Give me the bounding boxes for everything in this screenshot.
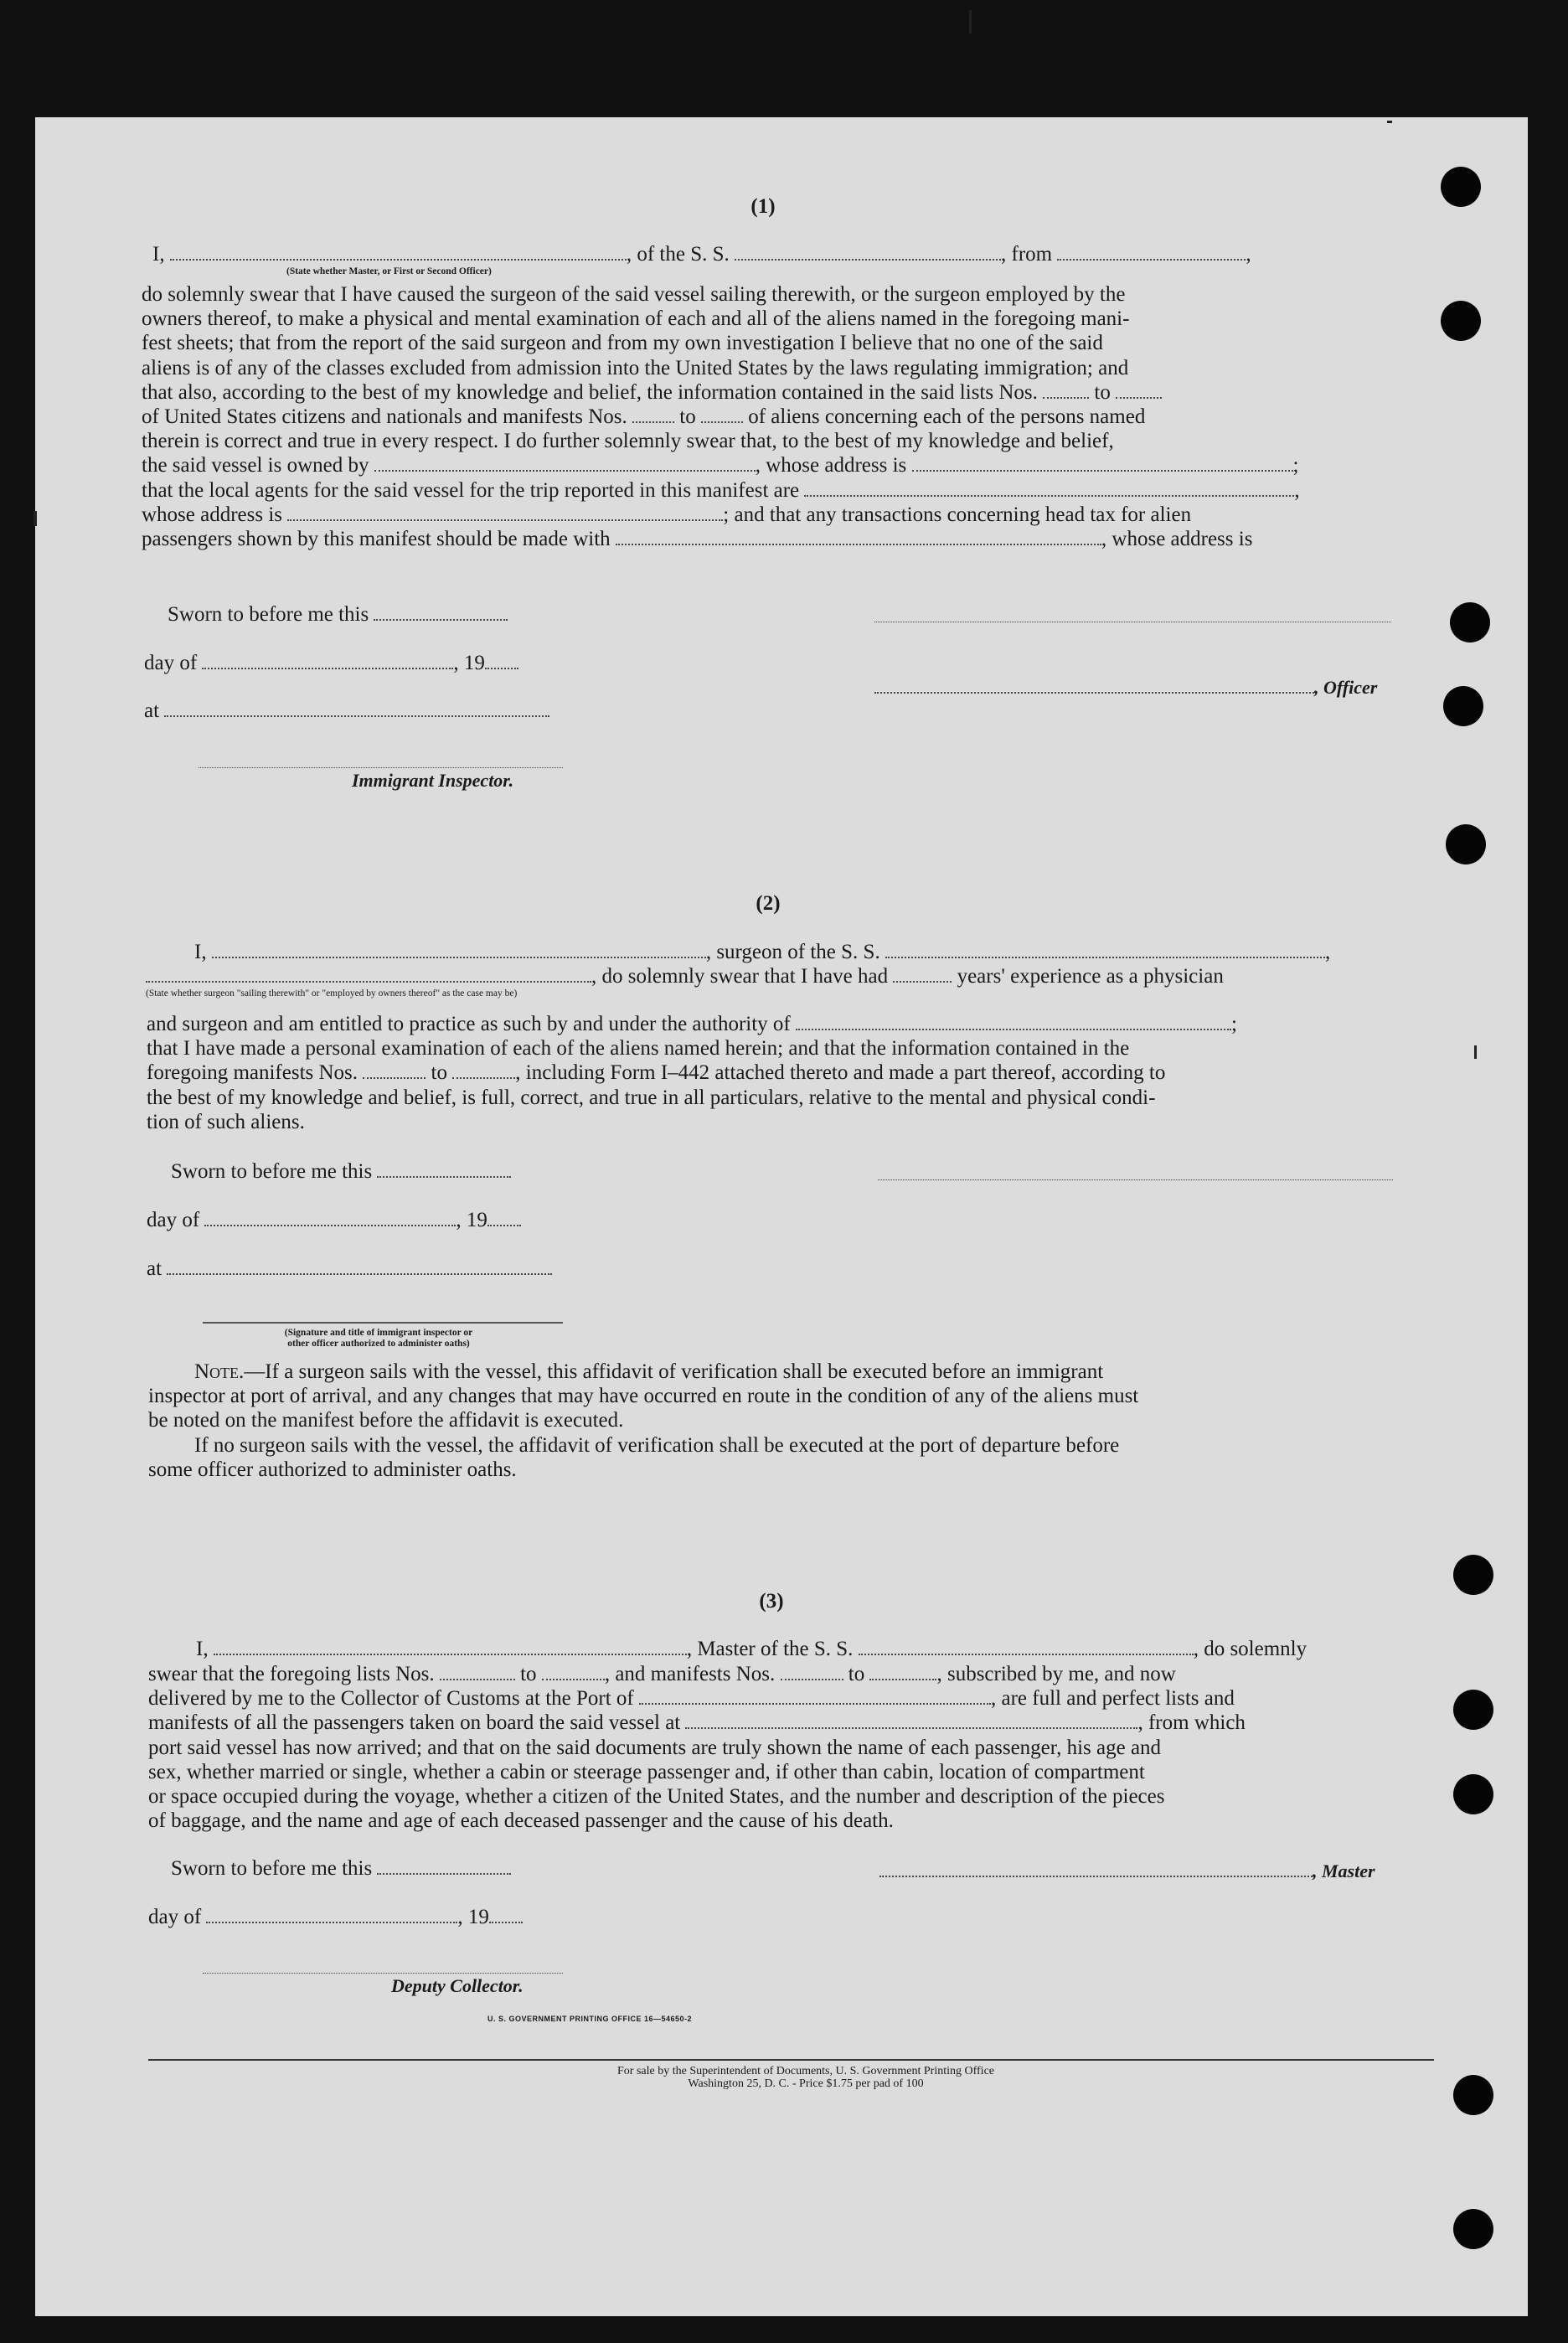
- year-field-2[interactable]: [487, 1210, 521, 1226]
- agents-address-line: whose address is ; and that any transactions concerning head tax for alien: [142, 503, 1192, 526]
- surgeon-signature-line: [878, 1179, 1393, 1180]
- sworn-row-2: Sworn to before me this: [171, 1160, 511, 1184]
- body-line: that I have made a personal examination of each of the aliens named herein; and that the information contained in the: [147, 1037, 1130, 1061]
- at-row-2: at: [147, 1257, 552, 1281]
- head-tax-contact-field[interactable]: [616, 529, 1101, 545]
- manifests-line: of United States citizens and nationals and manifests Nos. to of aliens concerning each of the persons named: [142, 405, 1146, 429]
- footer-rule: [148, 2059, 1434, 2061]
- officer-signature-field[interactable]: [874, 677, 1314, 694]
- years-experience-field[interactable]: [893, 966, 952, 983]
- sworn-day-field-3[interactable]: [377, 1858, 511, 1875]
- i-label: I,: [152, 243, 165, 266]
- section-3-heading: (3): [759, 1590, 784, 1613]
- lists-to-field[interactable]: [1116, 382, 1162, 399]
- day-of-row-2: day of , 19: [147, 1209, 521, 1232]
- day-of-row-1: day of , 19: [144, 652, 518, 675]
- lists-to-field-3[interactable]: [542, 1664, 605, 1680]
- master-name-field[interactable]: [214, 1639, 687, 1655]
- deputy-collector-label: Deputy Collector.: [391, 1975, 524, 1996]
- form-page: [35, 117, 1528, 2316]
- section-3-body: [148, 1662, 1434, 1833]
- manifests-to-field[interactable]: [701, 406, 743, 423]
- signature-note: (Signature and title of immigrant inspector or other officer authorized to administer oaths): [284, 1328, 473, 1349]
- boarding-port-line: manifests of all the passengers taken on board the said vessel at , from which: [148, 1711, 1246, 1735]
- inspector-signature-line: [199, 767, 563, 768]
- sworn-day-field-2[interactable]: [377, 1161, 511, 1178]
- section-2-line-1: I, , surgeon of the S. S. ,: [194, 941, 1331, 963]
- from-label: , from: [1001, 243, 1053, 266]
- owner-field[interactable]: [374, 455, 756, 472]
- body-line: owners thereof, to make a physical and mental examination of each and all of the aliens named in the foregoing mani-: [142, 307, 1130, 331]
- authority-line: and surgeon and am entitled to practice as such by and under the authority of ;: [147, 1013, 1237, 1035]
- punch-hole: [1453, 1690, 1493, 1730]
- body-line: aliens is of any of the classes excluded from admission into the United States by the laws regulating immigration; and: [142, 356, 1129, 379]
- scan-mark: [34, 511, 37, 526]
- sworn-day-field[interactable]: [374, 604, 508, 621]
- boarding-port-field[interactable]: [685, 1712, 1137, 1729]
- manifests-to-field-2[interactable]: [452, 1062, 515, 1079]
- punch-hole: [1441, 301, 1481, 341]
- lists-line-3: swear that the foregoing lists Nos. to , and manifests Nos. to , subscribed by me, and now: [148, 1663, 1176, 1685]
- master-signature-row: , Master: [879, 1860, 1375, 1883]
- manifests-from-field-2[interactable]: [363, 1062, 426, 1079]
- manifests-line-2: foregoing manifests Nos. to , including Form I–442 attached thereto and made a part thereof, according to: [147, 1061, 1166, 1085]
- punch-hole: [1453, 2075, 1493, 2115]
- at-place-field-2[interactable]: [167, 1258, 552, 1275]
- manifests-to-field-3[interactable]: [869, 1664, 936, 1680]
- owner-address-field[interactable]: [912, 455, 1293, 472]
- port-line: delivered by me to the Collector of Customs at the Port of , are full and perfect lists and: [148, 1687, 1235, 1711]
- body-line: the best of my knowledge and belief, is full, correct, and true in all particulars, relative to the mental and physical condi-: [147, 1086, 1156, 1109]
- body-line: tion of such aliens.: [147, 1110, 305, 1133]
- month-field-3[interactable]: [206, 1907, 457, 1923]
- at-place-field[interactable]: [164, 700, 549, 717]
- day-of-row-3: day of , 19: [148, 1906, 523, 1929]
- comma: ,: [1246, 243, 1251, 266]
- from-port-field[interactable]: [1057, 244, 1246, 261]
- body-line: do solemnly swear that I have caused the surgeon of the said vessel sailing therewith, or the surgeon employed by the: [142, 283, 1126, 306]
- lists-from-field-3[interactable]: [440, 1664, 515, 1680]
- printing-office-line: U. S. GOVERNMENT PRINTING OFFICE 16—54650-2: [487, 2015, 693, 2023]
- scan-mark: [969, 10, 972, 34]
- year-field[interactable]: [485, 653, 518, 669]
- note-paragraph: Note.—If a surgeon sails with the vessel, this affidavit of verification shall be executed before an immigrant inspector at port of arrival, and any changes that may have occurred en route in the condition of any of the aliens must be noted on the manifest before the affidavit is executed. If no surgeon sails with the vessel, the affidavit of verification shall be executed at the port of departure before some officer authorized to administer oaths.: [148, 1360, 1139, 1481]
- manifests-from-field[interactable]: [632, 406, 674, 423]
- agents-field[interactable]: [804, 480, 1294, 497]
- inspector-signature-line-2: [203, 1322, 563, 1324]
- agents-line: that the local agents for the said vessel for the trip reported in this manifest are ,: [142, 478, 1300, 502]
- surgeon-note: (State whether surgeon "sailing therewith" or "employed by owners thereof" as the case may be): [146, 988, 518, 999]
- body-line: or space occupied during the voyage, whether a citizen of the United States, and the number and description of the pieces: [148, 1785, 1165, 1809]
- surgeon-name-field[interactable]: [212, 942, 706, 958]
- section-1-body: [142, 282, 1430, 551]
- punch-hole: [1450, 602, 1490, 643]
- deputy-signature-line: [203, 1973, 563, 1974]
- surgeon-status-field[interactable]: [146, 966, 591, 983]
- lists-line: that also, according to the best of my knowledge and belief, the information contained in the said lists Nos. to: [142, 380, 1430, 405]
- authority-field[interactable]: [796, 1014, 1231, 1030]
- officer-signature-row: , Officer: [874, 676, 1377, 699]
- officer-note: (State whether Master, or First or Second Officer): [286, 266, 492, 276]
- section-1-heading: (1): [750, 195, 776, 218]
- scan-mark: [1474, 1045, 1477, 1059]
- punch-hole: [1453, 2209, 1493, 2249]
- section-2-line-2: , do solemnly swear that I have had years' experience as a physician: [146, 965, 1224, 988]
- punch-hole: [1453, 1774, 1493, 1814]
- agents-address-field[interactable]: [287, 504, 723, 521]
- section-1-line-1: [152, 243, 1251, 266]
- year-field-3[interactable]: [489, 1907, 523, 1923]
- port-field[interactable]: [639, 1688, 991, 1705]
- manifests-from-field-3[interactable]: [781, 1664, 843, 1680]
- master-ship-field[interactable]: [859, 1639, 1194, 1655]
- body-line: of baggage, and the name and age of each deceased passenger and the cause of his death.: [148, 1809, 894, 1833]
- section-2-heading: (2): [756, 892, 781, 915]
- owner-line: the said vessel is owned by , whose address is ;: [142, 454, 1299, 477]
- scan-mark: [1387, 121, 1392, 123]
- section-2-body: [147, 1012, 1433, 1134]
- at-row-1: at: [144, 699, 549, 723]
- body-line: sex, whether married or single, whether a cabin or steerage passenger and, if other than cabin, location of compartment: [148, 1760, 1145, 1783]
- punch-hole: [1453, 1555, 1493, 1595]
- head-tax-line: passengers shown by this manifest should be made with , whose address is: [142, 528, 1253, 551]
- for-sale-text: For sale by the Superintendent of Documents, U. S. Government Printing Office Washington 25, D. C. - Price $1.75 per pad of 100: [617, 2065, 994, 2090]
- body-line: port said vessel has now arrived; and that on the said documents are truly shown the name of each passenger, his age and: [148, 1736, 1162, 1759]
- officer-name-field[interactable]: [170, 244, 627, 261]
- lists-from-field[interactable]: [1043, 382, 1089, 399]
- immigrant-inspector-label: Immigrant Inspector.: [352, 770, 514, 791]
- sworn-row-1: Sworn to before me this: [168, 603, 508, 627]
- surgeon-ship-field[interactable]: [885, 942, 1325, 958]
- punch-hole: [1441, 167, 1481, 207]
- note-label: Note.: [194, 1360, 245, 1383]
- sworn-row-3: Sworn to before me this: [171, 1857, 511, 1881]
- of-the-ss-label: , of the S. S.: [626, 243, 730, 266]
- body-line: therein is correct and true in every respect. I do further solemnly swear that, to the best of my knowledge and belief,: [142, 430, 1114, 453]
- punch-hole: [1443, 686, 1483, 726]
- punch-hole: [1446, 824, 1486, 864]
- ship-name-field[interactable]: [735, 244, 1001, 261]
- body-line: fest sheets; that from the report of the said surgeon and from my own investigation I believe that no one of the said: [142, 332, 1103, 355]
- section-3-line-1: I, , Master of the S. S. , do solemnly: [196, 1638, 1308, 1660]
- master-signature-field[interactable]: [879, 1860, 1313, 1877]
- month-field[interactable]: [202, 653, 453, 669]
- month-field-2[interactable]: [204, 1210, 456, 1226]
